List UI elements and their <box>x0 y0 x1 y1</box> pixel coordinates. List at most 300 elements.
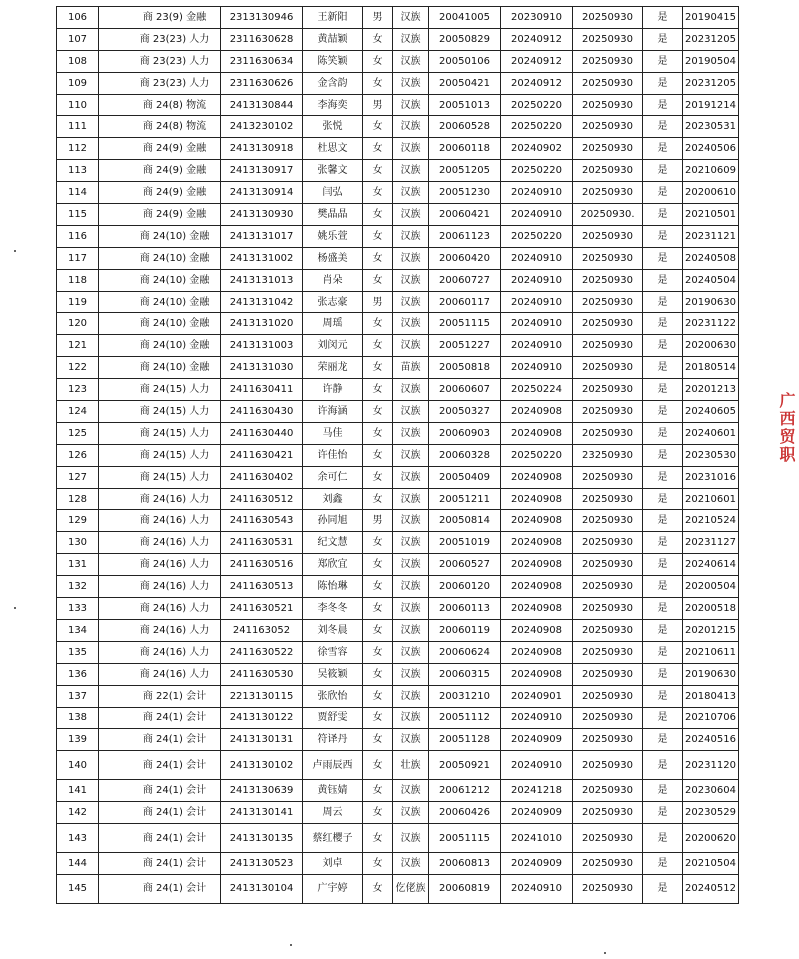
birth-date-cell: 20060315 <box>429 663 501 685</box>
ethnicity-cell: 汉族 <box>393 853 429 875</box>
birth-date-cell: 20031210 <box>429 685 501 707</box>
table-row <box>57 379 739 401</box>
end-date-cell: 20250930 <box>573 663 643 685</box>
student-name-cell: 李冬冬 <box>303 598 363 620</box>
row-number-cell: 121 <box>57 335 99 357</box>
record-date-cell: 20190415 <box>683 7 739 29</box>
gender-cell: 女 <box>363 751 393 780</box>
student-name-cell: 杜思文 <box>303 138 363 160</box>
class-name-cell: 商 24(16) 人力 <box>99 598 221 620</box>
record-date-cell: 20180413 <box>683 685 739 707</box>
gender-cell: 女 <box>363 824 393 853</box>
student-name-cell: 许静 <box>303 379 363 401</box>
table-row <box>57 269 739 291</box>
ethnicity-cell: 汉族 <box>393 510 429 532</box>
record-date-cell: 20190630 <box>683 663 739 685</box>
student-id-cell: 2411630411 <box>221 379 303 401</box>
enroll-date-cell: 20240912 <box>501 28 573 50</box>
student-id-cell: 2413131017 <box>221 225 303 247</box>
ethnicity-cell: 仡佬族 <box>393 874 429 903</box>
gender-cell: 女 <box>363 874 393 903</box>
birth-date-cell: 20051205 <box>429 160 501 182</box>
ethnicity-cell: 汉族 <box>393 824 429 853</box>
row-number-cell: 123 <box>57 379 99 401</box>
gender-cell: 女 <box>363 598 393 620</box>
row-number-cell: 130 <box>57 532 99 554</box>
enroll-date-cell: 20241010 <box>501 824 573 853</box>
ethnicity-cell: 汉族 <box>393 269 429 291</box>
end-date-cell: 20250930 <box>573 532 643 554</box>
status-flag-cell: 是 <box>643 729 683 751</box>
student-id-cell: 2413131030 <box>221 357 303 379</box>
student-name-cell: 陈笑颖 <box>303 50 363 72</box>
enroll-date-cell: 20240901 <box>501 685 573 707</box>
table-row <box>57 488 739 510</box>
ethnicity-cell: 汉族 <box>393 72 429 94</box>
row-number-cell: 129 <box>57 510 99 532</box>
record-date-cell: 20201213 <box>683 379 739 401</box>
birth-date-cell: 20051211 <box>429 488 501 510</box>
ethnicity-cell: 汉族 <box>393 116 429 138</box>
student-name-cell: 樊晶晶 <box>303 204 363 226</box>
row-number-cell: 111 <box>57 116 99 138</box>
status-flag-cell: 是 <box>643 532 683 554</box>
enroll-date-cell: 20240908 <box>501 576 573 598</box>
table-row <box>57 247 739 269</box>
class-name-cell: 商 24(15) 人力 <box>99 466 221 488</box>
student-id-cell: 2311630628 <box>221 28 303 50</box>
student-name-cell: 杨盛美 <box>303 247 363 269</box>
student-name-cell: 刘冬晨 <box>303 619 363 641</box>
student-id-cell: 2311630634 <box>221 50 303 72</box>
row-number-cell: 120 <box>57 313 99 335</box>
birth-date-cell: 20060727 <box>429 269 501 291</box>
gender-cell: 女 <box>363 313 393 335</box>
ethnicity-cell: 汉族 <box>393 802 429 824</box>
birth-date-cell: 20051230 <box>429 182 501 204</box>
birth-date-cell: 20050409 <box>429 466 501 488</box>
student-name-cell: 张悦 <box>303 116 363 138</box>
student-name-cell: 蔡红樱子 <box>303 824 363 853</box>
enroll-date-cell: 20240910 <box>501 874 573 903</box>
end-date-cell: 20250930 <box>573 707 643 729</box>
birth-date-cell: 20050327 <box>429 401 501 423</box>
status-flag-cell: 是 <box>643 422 683 444</box>
row-number-cell: 115 <box>57 204 99 226</box>
end-date-cell: 20250930 <box>573 160 643 182</box>
end-date-cell: 20250930 <box>573 874 643 903</box>
status-flag-cell: 是 <box>643 160 683 182</box>
end-date-cell: 20250930 <box>573 422 643 444</box>
scan-speck <box>604 952 606 954</box>
birth-date-cell: 20060813 <box>429 853 501 875</box>
table-row <box>57 874 739 903</box>
student-id-cell: 2411630513 <box>221 576 303 598</box>
end-date-cell: 20250930 <box>573 269 643 291</box>
table-row <box>57 751 739 780</box>
student-id-cell: 2413130141 <box>221 802 303 824</box>
enroll-date-cell: 20250224 <box>501 379 573 401</box>
enroll-date-cell: 20240910 <box>501 204 573 226</box>
birth-date-cell: 20051115 <box>429 824 501 853</box>
scan-speck <box>14 607 16 609</box>
row-number-cell: 137 <box>57 685 99 707</box>
ethnicity-cell: 汉族 <box>393 401 429 423</box>
table-row <box>57 401 739 423</box>
row-number-cell: 109 <box>57 72 99 94</box>
record-date-cell: 20191214 <box>683 94 739 116</box>
status-flag-cell: 是 <box>643 488 683 510</box>
roster-body <box>57 7 739 904</box>
ethnicity-cell: 汉族 <box>393 94 429 116</box>
row-number-cell: 145 <box>57 874 99 903</box>
status-flag-cell: 是 <box>643 780 683 802</box>
table-row <box>57 780 739 802</box>
student-name-cell: 纪文慧 <box>303 532 363 554</box>
student-name-cell: 闫弘 <box>303 182 363 204</box>
status-flag-cell: 是 <box>643 335 683 357</box>
status-flag-cell: 是 <box>643 466 683 488</box>
end-date-cell: 20250930 <box>573 379 643 401</box>
end-date-cell: 20250930 <box>573 247 643 269</box>
student-name-cell: 许佳怡 <box>303 444 363 466</box>
student-id-cell: 2413230102 <box>221 116 303 138</box>
birth-date-cell: 20050106 <box>429 50 501 72</box>
table-row <box>57 225 739 247</box>
table-row <box>57 510 739 532</box>
gender-cell: 女 <box>363 357 393 379</box>
gender-cell: 女 <box>363 853 393 875</box>
ethnicity-cell: 汉族 <box>393 225 429 247</box>
birth-date-cell: 20051128 <box>429 729 501 751</box>
row-number-cell: 117 <box>57 247 99 269</box>
gender-cell: 女 <box>363 72 393 94</box>
birth-date-cell: 20051112 <box>429 707 501 729</box>
class-name-cell: 商 24(1) 会计 <box>99 751 221 780</box>
student-id-cell: 2413130639 <box>221 780 303 802</box>
status-flag-cell: 是 <box>643 598 683 620</box>
class-name-cell: 商 24(1) 会计 <box>99 824 221 853</box>
birth-date-cell: 20060819 <box>429 874 501 903</box>
table-row <box>57 532 739 554</box>
birth-date-cell: 20050921 <box>429 751 501 780</box>
student-name-cell: 广宇婷 <box>303 874 363 903</box>
status-flag-cell: 是 <box>643 853 683 875</box>
record-date-cell: 20240601 <box>683 422 739 444</box>
status-flag-cell: 是 <box>643 72 683 94</box>
enroll-date-cell: 20240908 <box>501 532 573 554</box>
gender-cell: 女 <box>363 138 393 160</box>
class-name-cell: 商 24(1) 会计 <box>99 802 221 824</box>
status-flag-cell: 是 <box>643 510 683 532</box>
gender-cell: 男 <box>363 7 393 29</box>
enroll-date-cell: 20240910 <box>501 357 573 379</box>
record-date-cell: 20210504 <box>683 853 739 875</box>
end-date-cell: 20250930 <box>573 853 643 875</box>
record-date-cell: 20201215 <box>683 619 739 641</box>
gender-cell: 女 <box>363 532 393 554</box>
enroll-date-cell: 20240910 <box>501 707 573 729</box>
record-date-cell: 20180514 <box>683 357 739 379</box>
status-flag-cell: 是 <box>643 357 683 379</box>
class-name-cell: 商 24(10) 金融 <box>99 313 221 335</box>
status-flag-cell: 是 <box>643 50 683 72</box>
table-row <box>57 50 739 72</box>
student-name-cell: 黄钰婧 <box>303 780 363 802</box>
student-id-cell: 2411630402 <box>221 466 303 488</box>
gender-cell: 男 <box>363 94 393 116</box>
end-date-cell: 20250930 <box>573 554 643 576</box>
enroll-date-cell: 20250220 <box>501 444 573 466</box>
ethnicity-cell: 汉族 <box>393 466 429 488</box>
record-date-cell: 20240516 <box>683 729 739 751</box>
ethnicity-cell: 汉族 <box>393 729 429 751</box>
status-flag-cell: 是 <box>643 7 683 29</box>
record-date-cell: 20200504 <box>683 576 739 598</box>
gender-cell: 女 <box>363 641 393 663</box>
record-date-cell: 20200620 <box>683 824 739 853</box>
birth-date-cell: 20051115 <box>429 313 501 335</box>
table-row <box>57 182 739 204</box>
class-name-cell: 商 24(1) 会计 <box>99 707 221 729</box>
student-name-cell: 孙同旭 <box>303 510 363 532</box>
student-id-cell: 2413130523 <box>221 853 303 875</box>
table-row <box>57 357 739 379</box>
end-date-cell: 20250930. <box>573 204 643 226</box>
table-row <box>57 663 739 685</box>
status-flag-cell: 是 <box>643 751 683 780</box>
enroll-date-cell: 20240910 <box>501 291 573 313</box>
record-date-cell: 20210706 <box>683 707 739 729</box>
student-name-cell: 张馨文 <box>303 160 363 182</box>
end-date-cell: 20250930 <box>573 641 643 663</box>
student-name-cell: 陈怡琳 <box>303 576 363 598</box>
row-number-cell: 112 <box>57 138 99 160</box>
status-flag-cell: 是 <box>643 707 683 729</box>
student-name-cell: 周瑶 <box>303 313 363 335</box>
enroll-date-cell: 20240912 <box>501 72 573 94</box>
enroll-date-cell: 20240902 <box>501 138 573 160</box>
ethnicity-cell: 汉族 <box>393 488 429 510</box>
class-name-cell: 商 24(10) 金融 <box>99 291 221 313</box>
row-number-cell: 106 <box>57 7 99 29</box>
ethnicity-cell: 汉族 <box>393 780 429 802</box>
row-number-cell: 143 <box>57 824 99 853</box>
record-date-cell: 20240512 <box>683 874 739 903</box>
table-row <box>57 824 739 853</box>
status-flag-cell: 是 <box>643 554 683 576</box>
record-date-cell: 20231205 <box>683 72 739 94</box>
gender-cell: 女 <box>363 685 393 707</box>
table-row <box>57 204 739 226</box>
student-id-cell: 2411630543 <box>221 510 303 532</box>
status-flag-cell: 是 <box>643 379 683 401</box>
record-date-cell: 20190630 <box>683 291 739 313</box>
row-number-cell: 128 <box>57 488 99 510</box>
student-name-cell: 李海奕 <box>303 94 363 116</box>
end-date-cell: 20250930 <box>573 225 643 247</box>
student-name-cell: 刘闵元 <box>303 335 363 357</box>
ethnicity-cell: 汉族 <box>393 7 429 29</box>
table-row <box>57 598 739 620</box>
status-flag-cell: 是 <box>643 247 683 269</box>
record-date-cell: 20231205 <box>683 28 739 50</box>
student-id-cell: 2411630430 <box>221 401 303 423</box>
end-date-cell: 20250930 <box>573 598 643 620</box>
table-row <box>57 576 739 598</box>
row-number-cell: 126 <box>57 444 99 466</box>
student-id-cell: 241163052 <box>221 619 303 641</box>
student-name-cell: 贾舒雯 <box>303 707 363 729</box>
end-date-cell: 20250930 <box>573 291 643 313</box>
class-name-cell: 商 24(1) 会计 <box>99 780 221 802</box>
record-date-cell: 20231122 <box>683 313 739 335</box>
row-number-cell: 134 <box>57 619 99 641</box>
record-date-cell: 20231120 <box>683 751 739 780</box>
record-date-cell: 20210601 <box>683 488 739 510</box>
row-number-cell: 122 <box>57 357 99 379</box>
class-name-cell: 商 24(15) 人力 <box>99 444 221 466</box>
ethnicity-cell: 汉族 <box>393 204 429 226</box>
gender-cell: 女 <box>363 225 393 247</box>
status-flag-cell: 是 <box>643 802 683 824</box>
end-date-cell: 20250930 <box>573 802 643 824</box>
status-flag-cell: 是 <box>643 874 683 903</box>
status-flag-cell: 是 <box>643 313 683 335</box>
ethnicity-cell: 汉族 <box>393 532 429 554</box>
class-name-cell: 商 24(15) 人力 <box>99 379 221 401</box>
record-date-cell: 20231016 <box>683 466 739 488</box>
gender-cell: 女 <box>363 401 393 423</box>
gender-cell: 女 <box>363 28 393 50</box>
row-number-cell: 110 <box>57 94 99 116</box>
row-number-cell: 132 <box>57 576 99 598</box>
class-name-cell: 商 24(10) 金融 <box>99 247 221 269</box>
row-number-cell: 135 <box>57 641 99 663</box>
enroll-date-cell: 20240910 <box>501 751 573 780</box>
student-id-cell: 2413131002 <box>221 247 303 269</box>
record-date-cell: 20210611 <box>683 641 739 663</box>
student-id-cell: 2411630512 <box>221 488 303 510</box>
row-number-cell: 138 <box>57 707 99 729</box>
row-number-cell: 136 <box>57 663 99 685</box>
class-name-cell: 商 24(9) 金融 <box>99 204 221 226</box>
enroll-date-cell: 20240910 <box>501 269 573 291</box>
row-number-cell: 131 <box>57 554 99 576</box>
birth-date-cell: 20050421 <box>429 72 501 94</box>
table-row <box>57 28 739 50</box>
class-name-cell: 商 24(15) 人力 <box>99 422 221 444</box>
student-name-cell: 荣丽龙 <box>303 357 363 379</box>
end-date-cell: 20250930 <box>573 780 643 802</box>
enroll-date-cell: 20240910 <box>501 335 573 357</box>
end-date-cell: 23250930 <box>573 444 643 466</box>
student-name-cell: 肖朵 <box>303 269 363 291</box>
ethnicity-cell: 汉族 <box>393 313 429 335</box>
row-number-cell: 139 <box>57 729 99 751</box>
table-row <box>57 685 739 707</box>
student-id-cell: 2213130115 <box>221 685 303 707</box>
end-date-cell: 20250930 <box>573 357 643 379</box>
enroll-date-cell: 20240908 <box>501 488 573 510</box>
row-number-cell: 113 <box>57 160 99 182</box>
record-date-cell: 20240614 <box>683 554 739 576</box>
enroll-date-cell: 20240908 <box>501 510 573 532</box>
ethnicity-cell: 汉族 <box>393 335 429 357</box>
ethnicity-cell: 汉族 <box>393 663 429 685</box>
enroll-date-cell: 20250220 <box>501 225 573 247</box>
birth-date-cell: 20051019 <box>429 532 501 554</box>
student-id-cell: 2413130918 <box>221 138 303 160</box>
ethnicity-cell: 壮族 <box>393 751 429 780</box>
student-id-cell: 2413131003 <box>221 335 303 357</box>
table-row <box>57 554 739 576</box>
student-id-cell: 2313130946 <box>221 7 303 29</box>
student-id-cell: 2413130122 <box>221 707 303 729</box>
table-row <box>57 853 739 875</box>
gender-cell: 女 <box>363 379 393 401</box>
gender-cell: 女 <box>363 729 393 751</box>
gender-cell: 女 <box>363 707 393 729</box>
ethnicity-cell: 汉族 <box>393 50 429 72</box>
row-number-cell: 119 <box>57 291 99 313</box>
status-flag-cell: 是 <box>643 116 683 138</box>
row-number-cell: 144 <box>57 853 99 875</box>
class-name-cell: 商 24(16) 人力 <box>99 532 221 554</box>
student-id-cell: 2411630522 <box>221 641 303 663</box>
record-date-cell: 20240506 <box>683 138 739 160</box>
student-name-cell: 王新阳 <box>303 7 363 29</box>
end-date-cell: 20250930 <box>573 466 643 488</box>
record-date-cell: 20210501 <box>683 204 739 226</box>
enroll-date-cell: 20240910 <box>501 313 573 335</box>
student-id-cell: 2411630531 <box>221 532 303 554</box>
end-date-cell: 20250930 <box>573 488 643 510</box>
class-name-cell: 商 24(10) 金融 <box>99 335 221 357</box>
table-row <box>57 116 739 138</box>
ethnicity-cell: 汉族 <box>393 576 429 598</box>
enroll-date-cell: 20241218 <box>501 780 573 802</box>
ethnicity-cell: 汉族 <box>393 641 429 663</box>
ethnicity-cell: 汉族 <box>393 554 429 576</box>
table-row <box>57 729 739 751</box>
side-stamp-text: 广西贸职 <box>777 392 796 464</box>
gender-cell: 女 <box>363 160 393 182</box>
class-name-cell: 商 24(10) 金融 <box>99 357 221 379</box>
gender-cell: 女 <box>363 466 393 488</box>
record-date-cell: 20190504 <box>683 50 739 72</box>
birth-date-cell: 20051227 <box>429 335 501 357</box>
table-row <box>57 72 739 94</box>
row-number-cell: 140 <box>57 751 99 780</box>
row-number-cell: 118 <box>57 269 99 291</box>
enroll-date-cell: 20240909 <box>501 853 573 875</box>
table-row <box>57 619 739 641</box>
student-name-cell: 符译丹 <box>303 729 363 751</box>
student-id-cell: 2413130131 <box>221 729 303 751</box>
student-id-cell: 2413131020 <box>221 313 303 335</box>
class-name-cell: 商 24(16) 人力 <box>99 663 221 685</box>
end-date-cell: 20250930 <box>573 619 643 641</box>
end-date-cell: 20250930 <box>573 72 643 94</box>
class-name-cell: 商 24(9) 金融 <box>99 160 221 182</box>
class-name-cell: 商 24(8) 物流 <box>99 116 221 138</box>
ethnicity-cell: 汉族 <box>393 598 429 620</box>
class-name-cell: 商 24(15) 人力 <box>99 401 221 423</box>
record-date-cell: 20240605 <box>683 401 739 423</box>
student-name-cell: 徐雪容 <box>303 641 363 663</box>
birth-date-cell: 20051013 <box>429 94 501 116</box>
